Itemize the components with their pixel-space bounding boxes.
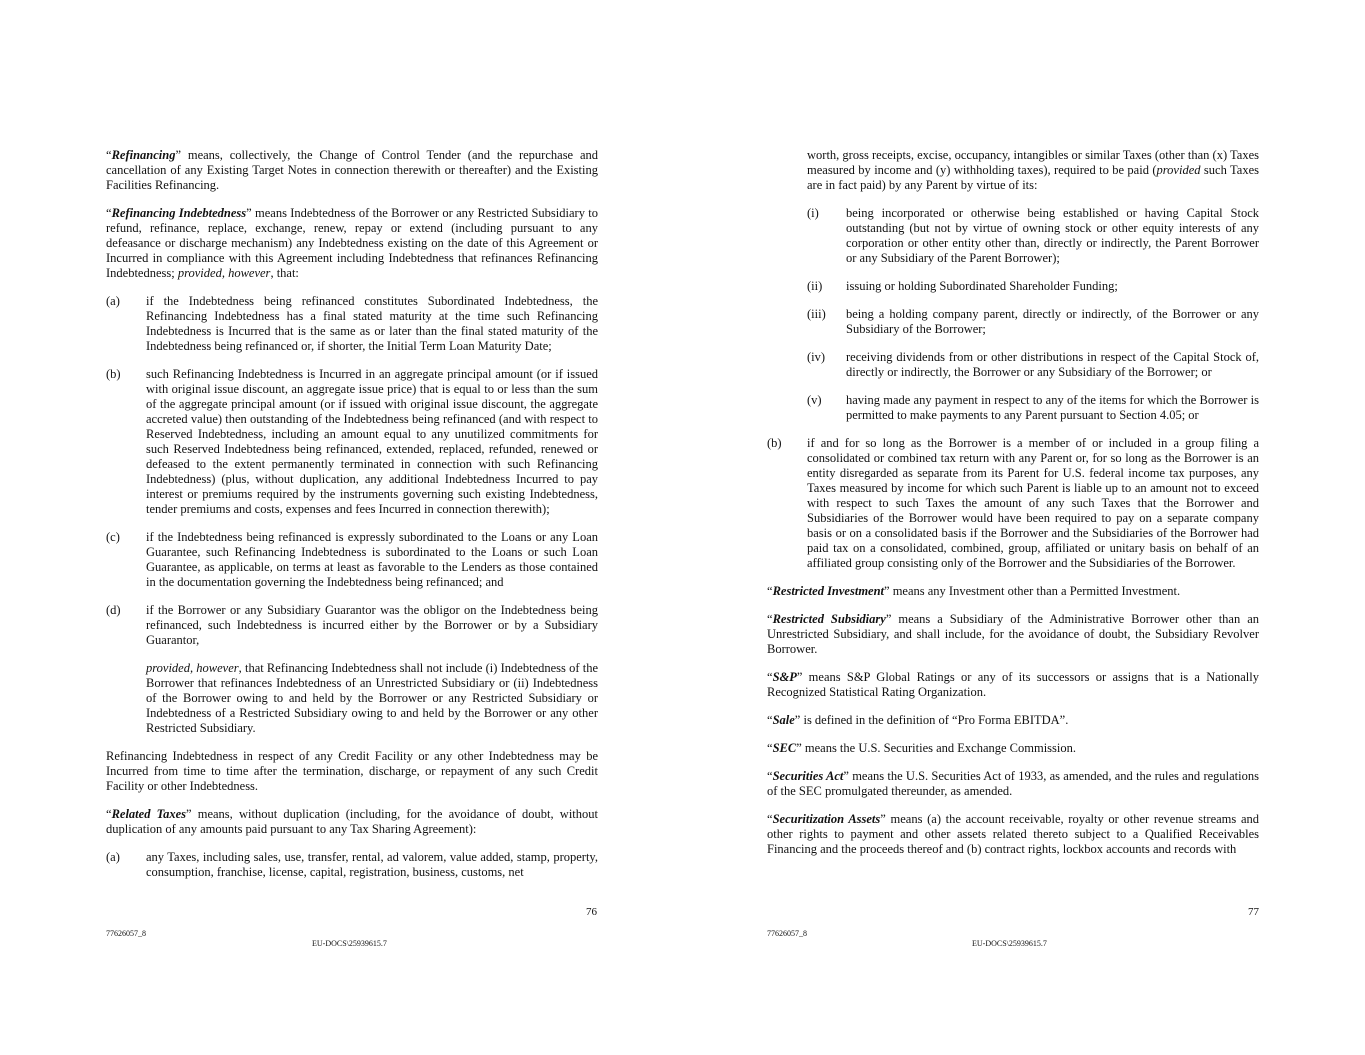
definition-sec: “SEC” means the U.S. Securities and Exchange Commission. [767,741,1077,755]
list-item: (iv) receiving dividends from or other distributions in respect of the Capital Stock of, directly or indirectly, the Borrower or any Subsidiary of the Borrower; or [807,350,1259,379]
list-item: (c) if the Indebtedness being refinanced is expressly subordinated to the Loans or any Loan Guarantee, such Refinancing Indebtedness is subordinated to the Loans or such Loan Guarantee, as applicable, on terms at least as favorable to the Lenders as those contained in the documentation governing the Indebtedness being refinanced; and [106,530,598,589]
footer-eu-docs: EU-DOCS\25939615.7 [312,939,387,948]
definition-refinancing-indebtedness: “Refinancing Indebtedness” means Indebtedness of the Borrower or any Restricted Subsidiary to refund, refinance, replace, exchange, renew, repay or extend (including pursuant to any defeasance or discharge mechanism) any Indebtedness existing on the date of this Agreement or Incurred in compliance with this Agreement including Indebtedness that refinances Refinancing Indebtedness; provided, however, that: [106,206,598,280]
list-item: (ii) issuing or holding Subordinated Shareholder Funding; [807,279,1118,293]
list-item: (a) if the Indebtedness being refinanced constitutes Subordinated Indebtedness, the Refinancing Indebtedness has a final stated maturity at the time such Refinancing Indebtedness is Incurred that is the same as or later than the final stated maturity of the Indebtedness being refinanced or, if shorter, the Initial Term Loan Maturity Date; [106,294,598,353]
definition-securitization-assets: “Securitization Assets” means (a) the account receivable, royalty or other revenue streams and other rights to payment and other assets related thereto subject to a Qualified Receivables Financing and the proceeds thereof and (b) contract rights, lockbox accounts and records with [767,812,1259,856]
list-item: (d) if the Borrower or any Subsidiary Guarantor was the obligor on the Indebtedness being refinanced, such Indebtedness is incurred either by the Borrower or by a Subsidiary Guarantor, [106,603,598,647]
list-item: (b) if and for so long as the Borrower is a member of or included in a group filing a consolidated or combined tax return with any Parent or, for so long as the Borrower is an entity disregarded as separate from its Parent for U.S. federal income tax purposes, any Taxes measured by income for which such Parent is liable up to an amount not to exceed with respect to such Taxes the amount of any such Taxes that the Borrower and Subsidiaries of the Borrower would have been required to pay on a separate company basis or on a consolidated basis if the Borrower and the Subsidiaries of the Borrower had paid tax on a consolidated, combined, group, affiliated or unitary basis on behalf of an affiliated group consisting only of the Borrower and the Subsidiaries of the Borrower. [767,436,1259,570]
definition-refinancing: “Refinancing” means, collectively, the Change of Control Tender (and the repurchase and cancellation of any Existing Target Notes in connection therewith or thereafter) and the Existing Facilities Refinancing. [106,148,598,192]
right-page [767,148,1259,870]
page-number: 77 [1248,906,1259,918]
definition-restricted-subsidiary: “Restricted Subsidiary” means a Subsidiary of the Administrative Borrower other than an Unrestricted Subsidiary, and shall include, for the avoidance of doubt, the Subsidiary Revolver Borrower. [767,612,1260,656]
credit-facility-paragraph: Refinancing Indebtedness in respect of any Credit Facility or any other Indebtedness may be Incurred from time to time after the termination, discharge, or repayment of any such Credit Facility or other Indebtedness. [106,749,598,793]
list-item: (v) having made any payment in respect to any of the items for which the Borrower is permitted to make payments to any Parent pursuant to Section 4.05; or [807,393,1259,422]
definition-restricted-investment: “Restricted Investment” means any Investment other than a Permitted Investment. [767,584,1181,598]
defined-term: Restricted Subsidiary [772,612,886,626]
defined-term: Refinancing [111,148,176,162]
defined-term: Securities Act [772,769,844,783]
page-number: 76 [586,906,597,918]
continuation-paragraph: worth, gross receipts, excise, occupancy, intangibles or similar Taxes (other than (x) Taxes measured by income and (y) withholding taxes), required to be paid (provided such Taxes are in fact paid) by any Parent by virtue of its: [807,148,1259,192]
footer-doc-id: 77626057_8 [106,929,146,938]
left-page [106,148,598,893]
proviso-paragraph: provided, however, that Refinancing Indebtedness shall not include (i) Indebtedness of the Borrower that refinances Indebtedness of an Unrestricted Subsidiary or (ii) Indebtedness of the Borrower owing to and held by the Borrower or any Restricted Subsidiary or Indebtedness of a Restricted Subsidiary owing to and held by the Borrower or any other Restricted Subsidiary. [146,661,598,735]
defined-term: Refinancing Indebtedness [111,206,247,220]
list-item: (a) any Taxes, including sales, use, transfer, rental, ad valorem, value added, stamp, property, consumption, franchise, license, capital, registration, business, customs, net [106,850,598,879]
defined-term: Restricted Investment [772,584,885,598]
list-item: (iii) being a holding company parent, directly or indirectly, of the Borrower or any Subsidiary of the Borrower; [807,307,1259,336]
defined-term: SEC [772,741,797,755]
defined-term: Related Taxes [111,807,187,821]
definition-securities-act: “Securities Act” means the U.S. Securities Act of 1933, as amended, and the rules and regulations of the SEC promulgated thereunder, as amended. [767,769,1259,798]
definition-s-and-p: “S&P” means S&P Global Ratings or any of its successors or assigns that is a Nationally Recognized Statistical Rating Organization. [767,670,1259,699]
defined-term: Securitization Assets [772,812,881,826]
footer-doc-id: 77626057_8 [767,929,807,938]
defined-term: S&P [772,670,797,684]
defined-term: Sale [772,713,795,727]
list-item: (i) being incorporated or otherwise being established or having Capital Stock outstanding (but not by virtue of owning stock or other equity interests of any corporation or other entity other than, directly or indirectly, the Parent Borrower or any Subsidiary of the Parent Borrower); [807,206,1259,265]
definition-related-taxes: “Related Taxes” means, without duplication (including, for the avoidance of doubt, without duplication of any amounts paid pursuant to any Tax Sharing Agreement): [106,807,598,836]
footer-eu-docs: EU-DOCS\25939615.7 [972,939,1047,948]
list-item: (b) such Refinancing Indebtedness is Incurred in an aggregate principal amount (or if issued with original issue discount, an aggregate issue price) that is equal to or less than the sum of the aggregate principal amount (or if issued with original issue discount, the aggregate accreted value) then outstanding of the Indebtedness being refinanced (and with respect to Reserved Indebtedness, including an amount equal to any unutilized commitments for such Reserved Indebtedness being refinanced, extended, replaced, refunded, renewed or defeased to the extent permanently terminated in connection with such Refinancing Indebtedness) (plus, without duplication, any additional Indebtedness Incurred to pay interest or premiums required by the instruments governing such existing Indebtedness, tender premiums and costs, expenses and fees Incurred in connection therewith); [106,367,598,516]
definition-sale: “Sale” is defined in the definition of “Pro Forma EBITDA”. [767,713,1069,727]
